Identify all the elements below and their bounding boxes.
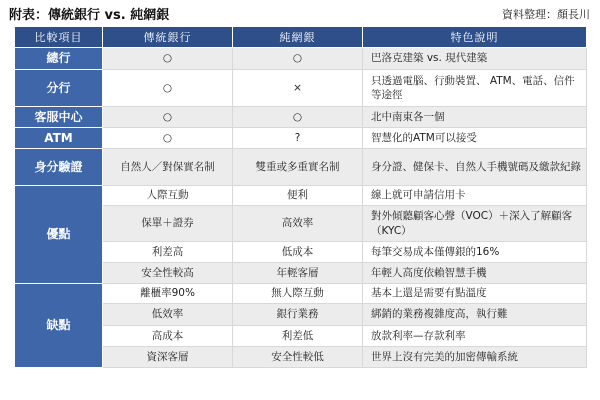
note-cell: 線上就可申請信用卡 bbox=[363, 186, 587, 206]
online-cell: ? bbox=[233, 128, 363, 149]
online-cell: 低成本 bbox=[233, 242, 363, 263]
table-row bbox=[15, 149, 587, 186]
online-cell: 年輕客層 bbox=[233, 263, 363, 284]
note-cell: 綁銷的業務複雜度高，執行難 bbox=[363, 304, 587, 326]
table-row bbox=[15, 107, 587, 128]
pros-label: 優點 bbox=[15, 186, 103, 284]
row-label: 分行 bbox=[15, 70, 103, 107]
table-row bbox=[15, 128, 587, 149]
traditional-cell: 自然人／對保實名制 bbox=[103, 149, 233, 186]
row-label: 客服中心 bbox=[15, 107, 103, 128]
note-cell: 年輕人高度依賴智慧手機 bbox=[363, 263, 587, 284]
row-label: 總行 bbox=[15, 48, 103, 70]
online-cell: 安全性較低 bbox=[233, 347, 363, 368]
comparison-table bbox=[14, 26, 587, 368]
traditional-cell: 安全性較高 bbox=[103, 263, 233, 284]
online-cell: 銀行業務 bbox=[233, 304, 363, 326]
traditional-cell: 低效率 bbox=[103, 304, 233, 326]
traditional-cell: 離櫃率90% bbox=[103, 284, 233, 304]
note-cell: 巴洛克建築 vs. 現代建築 bbox=[363, 48, 587, 70]
online-cell: ○ bbox=[233, 107, 363, 128]
online-cell: 利差低 bbox=[233, 326, 363, 347]
online-cell: ○ bbox=[233, 48, 363, 70]
traditional-cell: 高成本 bbox=[103, 326, 233, 347]
row-label: ATM bbox=[15, 128, 103, 149]
traditional-cell: 利差高 bbox=[103, 242, 233, 263]
header-traditional: 傳統銀行 bbox=[103, 27, 233, 48]
note-cell: 基本上還是需要有點溫度 bbox=[363, 284, 587, 304]
table-row bbox=[15, 284, 587, 304]
note-cell: 對外傾聽顧客心聲（VOC）＋深入了解顧客（KYC） bbox=[363, 206, 587, 242]
note-cell: 身分證、健保卡、自然人手機號碼及繳款紀錄 bbox=[363, 149, 587, 186]
online-cell: 便利 bbox=[233, 186, 363, 206]
traditional-cell: 保單＋證券 bbox=[103, 206, 233, 242]
cons-label: 缺點 bbox=[15, 284, 103, 368]
traditional-cell: 資深客層 bbox=[103, 347, 233, 368]
header-item: 比較項目 bbox=[15, 27, 103, 48]
traditional-cell: ○ bbox=[103, 48, 233, 70]
note-cell: 智慧化的ATM可以接受 bbox=[363, 128, 587, 149]
online-cell: 無人際互動 bbox=[233, 284, 363, 304]
online-cell: 高效率 bbox=[233, 206, 363, 242]
table-row bbox=[15, 70, 587, 107]
table-row bbox=[15, 186, 587, 206]
note-cell: 世界上沒有完美的加密傳輸系統 bbox=[363, 347, 587, 368]
source-credit: 資料整理：顏長川 bbox=[502, 8, 590, 21]
table-row bbox=[15, 48, 587, 70]
traditional-cell: 人際互動 bbox=[103, 186, 233, 206]
note-cell: 每筆交易成本僅傳銀的16% bbox=[363, 242, 587, 263]
traditional-cell: ○ bbox=[103, 70, 233, 107]
page-title: 附表：傳統銀行 vs. 純網銀 bbox=[9, 8, 170, 23]
header-feature: 特色說明 bbox=[363, 27, 587, 48]
note-cell: 放款利率—存款利率 bbox=[363, 326, 587, 347]
online-cell: 雙重或多重實名制 bbox=[233, 149, 363, 186]
traditional-cell: ○ bbox=[103, 128, 233, 149]
traditional-cell: ○ bbox=[103, 107, 233, 128]
online-cell: × bbox=[233, 70, 363, 107]
row-label: 身分驗證 bbox=[15, 149, 103, 186]
note-cell: 北中南東各一個 bbox=[363, 107, 587, 128]
note-cell: 只透過電腦、行動裝置、 ATM、電話、信件等途徑 bbox=[363, 70, 587, 107]
table-header-row bbox=[15, 27, 587, 48]
header-online: 純網銀 bbox=[233, 27, 363, 48]
